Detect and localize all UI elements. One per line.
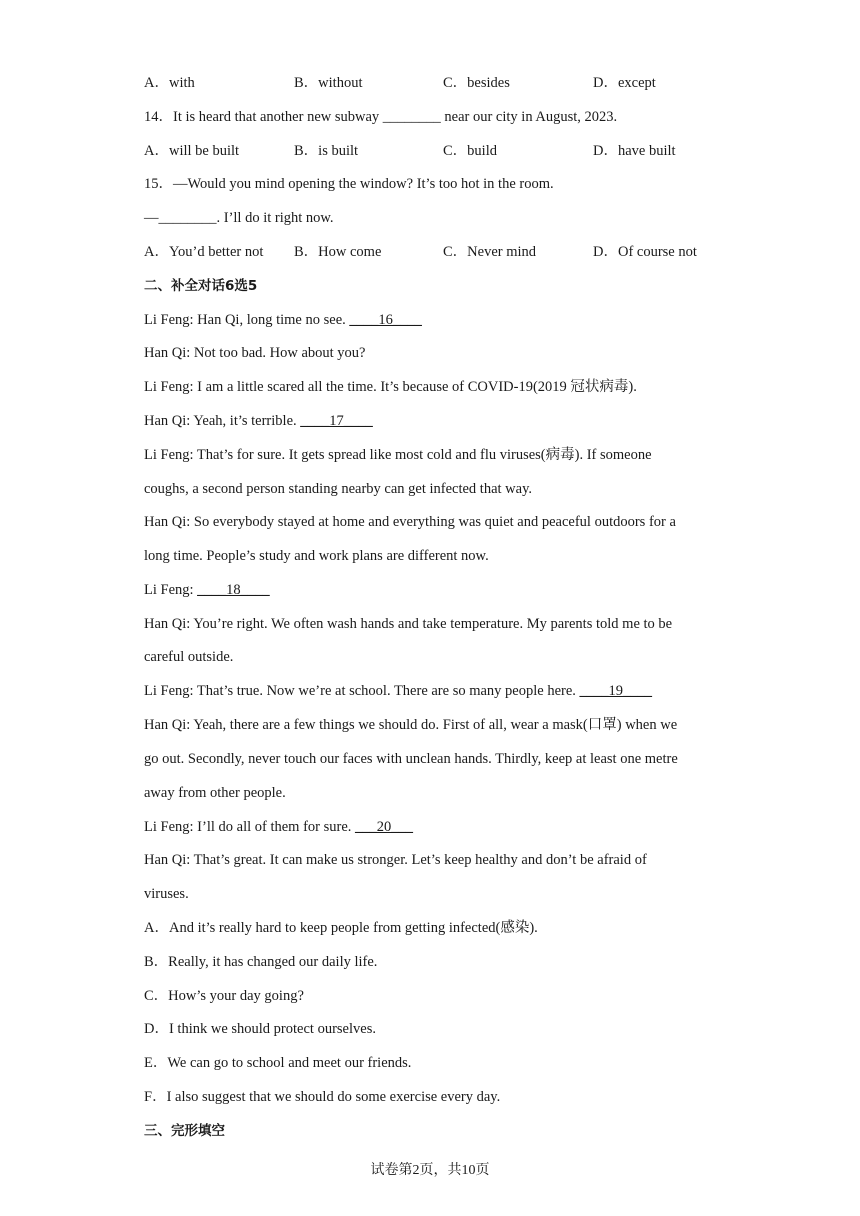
- choice-a: A．And it’s really hard to keep people from getting infected(感染).: [144, 920, 538, 936]
- answer-blank-20: ___20___: [355, 819, 414, 835]
- dialogue-line: [144, 749, 678, 769]
- dialogue-text: Li Feng: I’ll do all of them for sure.: [144, 819, 356, 835]
- dialogue-line: [144, 310, 422, 330]
- dialogue-text: viruses.: [144, 886, 189, 902]
- q14-stem: 14．It is heard that another new subway ________ near our city in August, 2023.: [144, 109, 618, 125]
- section-heading-cloze: 三、完形填空: [144, 1123, 225, 1139]
- dialogue-line: [144, 343, 366, 363]
- dialogue-text: Han Qi: That’s great. It can make us stronger. Let’s keep healthy and don’t be afraid of: [144, 852, 647, 868]
- dialogue-text: long time. People’s study and work plans are different now.: [144, 548, 489, 564]
- q14-option-b: B．is built: [294, 143, 359, 159]
- dialogue-text: away from other people.: [144, 785, 286, 801]
- section-heading-dialogue: 二、补全对话6选5: [144, 278, 258, 294]
- q15-reply: —________. I’ll do it right now.: [144, 210, 334, 226]
- dialogue-text: Li Feng: I am a little scared all the time. It’s because of COVID-19(2019 冠状病毒).: [144, 379, 637, 395]
- q13-option-b: B．without: [294, 75, 363, 91]
- q13-option-d: D．except: [593, 75, 656, 91]
- q14-option-d: D．have built: [593, 143, 676, 159]
- q13-option-a: A．with: [144, 75, 195, 91]
- dialogue-line: [144, 715, 677, 735]
- dialogue-line: [144, 546, 489, 566]
- dialogue-text: Han Qi: Yeah, it’s terrible.: [144, 413, 301, 429]
- choice-b: B．Really, it has changed our daily life.: [144, 954, 378, 970]
- answer-blank-19: ____19____: [579, 683, 653, 699]
- dialogue-line: [144, 647, 233, 667]
- dialogue-line: [144, 411, 373, 431]
- dialogue-line: [144, 817, 413, 837]
- dialogue-line: [144, 850, 647, 870]
- dialogue-line: [144, 580, 270, 600]
- dialogue-text: careful outside.: [144, 649, 234, 665]
- dialogue-text: Li Feng: That’s for sure. It gets spread like most cold and flu viruses(病毒). If someone: [144, 447, 652, 463]
- dialogue-line: [144, 445, 652, 465]
- dialogue-line: [144, 783, 286, 803]
- dialogue-text: Han Qi: Yeah, there are a few things we should do. First of all, wear a mask(口罩) when we: [144, 717, 678, 733]
- q15-option-c: C．Never mind: [443, 244, 537, 260]
- dialogue-text: Li Feng: Han Qi, long time no see.: [144, 312, 350, 328]
- q15-option-a: A．You’d better not: [144, 244, 264, 260]
- q14-option-a: A．will be built: [144, 143, 240, 159]
- answer-blank-17: ____17____: [300, 413, 373, 429]
- choice-c: C．How’s your day going?: [144, 988, 304, 1004]
- dialogue-text: coughs, a second person standing nearby can get infected that way.: [144, 481, 533, 497]
- q15-option-b: B．How come: [294, 244, 382, 260]
- choice-d: D．I think we should protect ourselves.: [144, 1021, 376, 1037]
- answer-blank-18: ____18____: [197, 582, 270, 598]
- page-footer: 试卷第2页，共10页: [370, 1163, 490, 1178]
- choice-f: F．I also suggest that we should do some exercise every day.: [144, 1089, 501, 1105]
- dialogue-line: [144, 614, 672, 634]
- dialogue-text: Li Feng:: [144, 582, 198, 598]
- dialogue-line: [144, 681, 652, 701]
- dialogue-text: Han Qi: You’re right. We often wash hands and take temperature. My parents told me to be: [144, 616, 673, 632]
- dialogue-text: Li Feng: That’s true. Now we’re at school. There are so many people here.: [144, 683, 580, 699]
- q14-option-c: C．build: [443, 143, 497, 159]
- choice-e: E．We can go to school and meet our friends.: [144, 1055, 412, 1071]
- dialogue-line: [144, 884, 189, 904]
- answer-blank-16: ____16____: [349, 312, 422, 328]
- dialogue-line: [144, 479, 532, 499]
- dialogue-line: [144, 377, 637, 397]
- dialogue-text: Han Qi: So everybody stayed at home and everything was quiet and peaceful outdoors for a: [144, 514, 676, 530]
- dialogue-line: [144, 512, 676, 532]
- dialogue-text: go out. Secondly, never touch our faces with unclean hands. Thirdly, keep at least one metre: [144, 751, 678, 767]
- dialogue-text: Han Qi: Not too bad. How about you?: [144, 345, 366, 361]
- q15-stem: 15．—Would you mind opening the window? It’s too hot in the room.: [144, 176, 554, 192]
- q13-option-c: C．besides: [443, 75, 510, 91]
- q15-option-d: D．Of course not: [593, 244, 697, 260]
